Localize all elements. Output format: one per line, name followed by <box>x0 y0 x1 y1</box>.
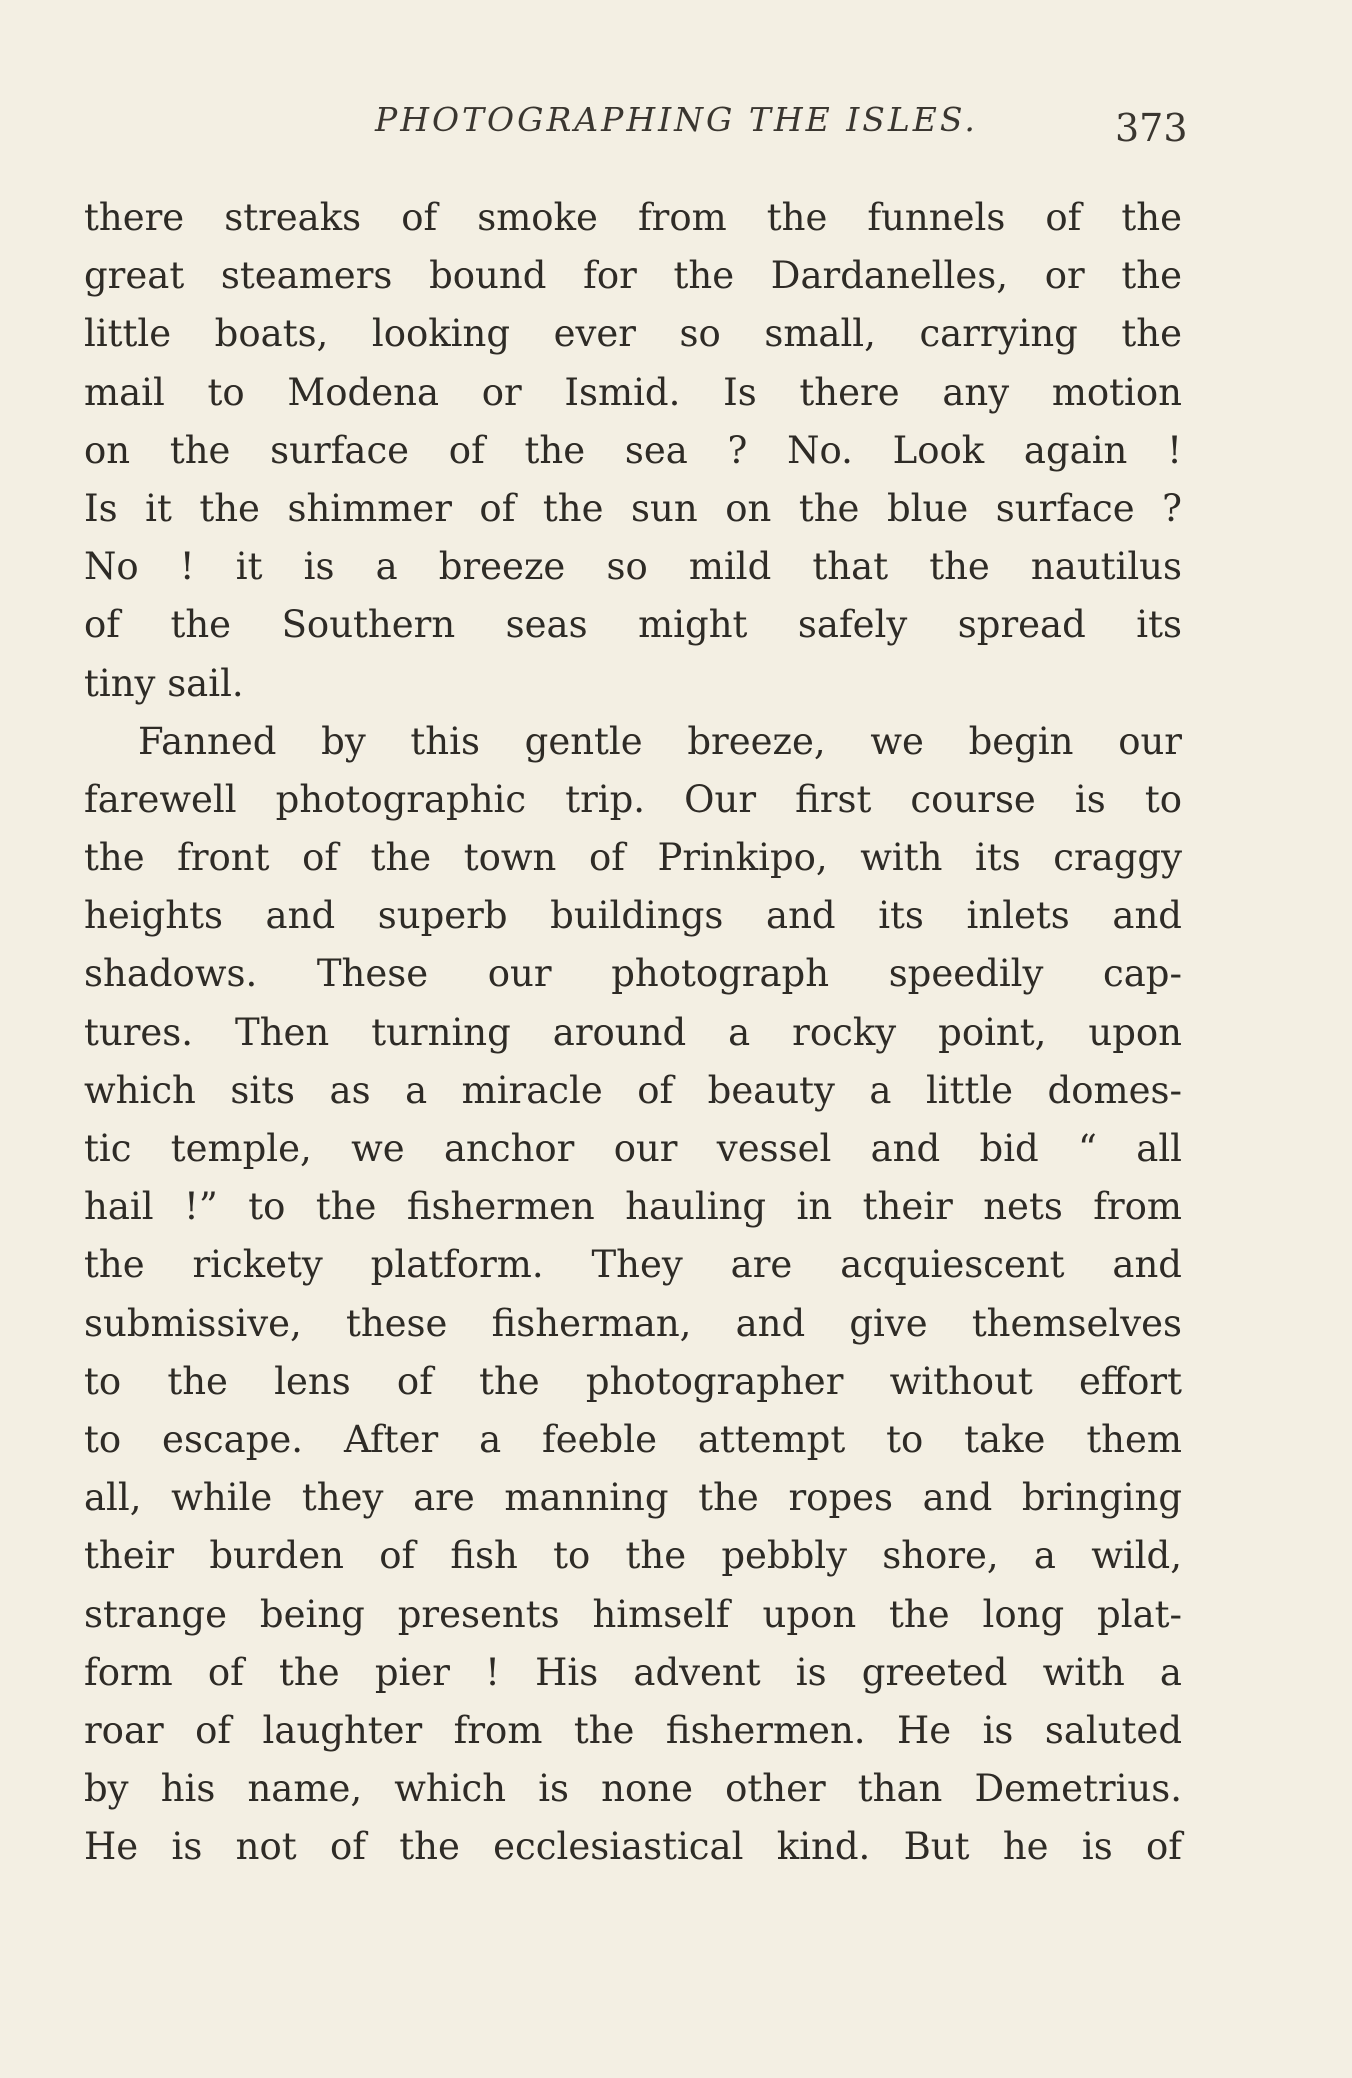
text-line: tiny sail. <box>84 661 244 705</box>
text-line: He is not of the ecclesiastical kind. But he is of <box>84 1825 1182 1869</box>
text-line: their burden of fish to the pebbly shore, a wild, <box>84 1534 1182 1578</box>
text-line: tic temple, we anchor our vessel and bid “ all <box>84 1127 1182 1170</box>
text-line: roar of laughter from the fishermen. He is saluted <box>84 1708 1182 1752</box>
text-line: submissive, these fisherman, and give themselves <box>84 1301 1182 1345</box>
text-line: of the Southern seas might safely spread its <box>84 603 1182 647</box>
text-line: heights and superb buildings and its inlets and <box>84 894 1182 938</box>
text-line: on the surface of the sea ? No. Look again ! <box>84 428 1182 472</box>
text-line: mail to Modena or Ismid. Is there any motion <box>84 370 1182 414</box>
text-line: strange being presents himself upon the long plat- <box>84 1592 1182 1636</box>
text-line: tures. Then turning around a rocky point, upon <box>84 1010 1182 1054</box>
page-number: 373 <box>1115 106 1188 150</box>
text-line: all, while they are manning the ropes and bringing <box>84 1476 1182 1520</box>
text-line: by his name, which is none other than Demetrius. <box>84 1767 1182 1811</box>
text-line: to the lens of the photographer without effort <box>84 1359 1182 1403</box>
text-line: Is it the shimmer of the sun on the blue surface ? <box>84 486 1182 530</box>
paragraph-first-line: Fanned by this gentle breeze, we begin our <box>138 719 1182 763</box>
text-line: little boats, looking ever so small, carrying the <box>84 312 1182 356</box>
text-line: shadows. These our photograph speedily cap- <box>84 952 1182 996</box>
text-line: there streaks of smoke from the funnels of the <box>84 196 1182 239</box>
text-line: great steamers bound for the Dardanelles, or the <box>84 254 1182 298</box>
text-line: form of the pier ! His advent is greeted with a <box>84 1650 1182 1694</box>
text-line: No ! it is a breeze so mild that the nautilus <box>84 545 1182 589</box>
body-text <box>84 189 1182 1876</box>
running-title: PHOTOGRAPHING THE ISLES. <box>375 100 978 139</box>
text-line: hail !” to the fishermen hauling in their nets from <box>84 1185 1182 1229</box>
running-head <box>0 100 1352 160</box>
text-line: to escape. After a feeble attempt to take them <box>84 1417 1182 1461</box>
text-line: farewell photographic trip. Our first course is to <box>84 777 1182 821</box>
text-line: the front of the town of Prinkipo, with its craggy <box>84 836 1182 880</box>
text-line: the rickety platform. They are acquiescent and <box>84 1243 1182 1287</box>
text-line: which sits as a miracle of beauty a little domes- <box>84 1068 1182 1112</box>
